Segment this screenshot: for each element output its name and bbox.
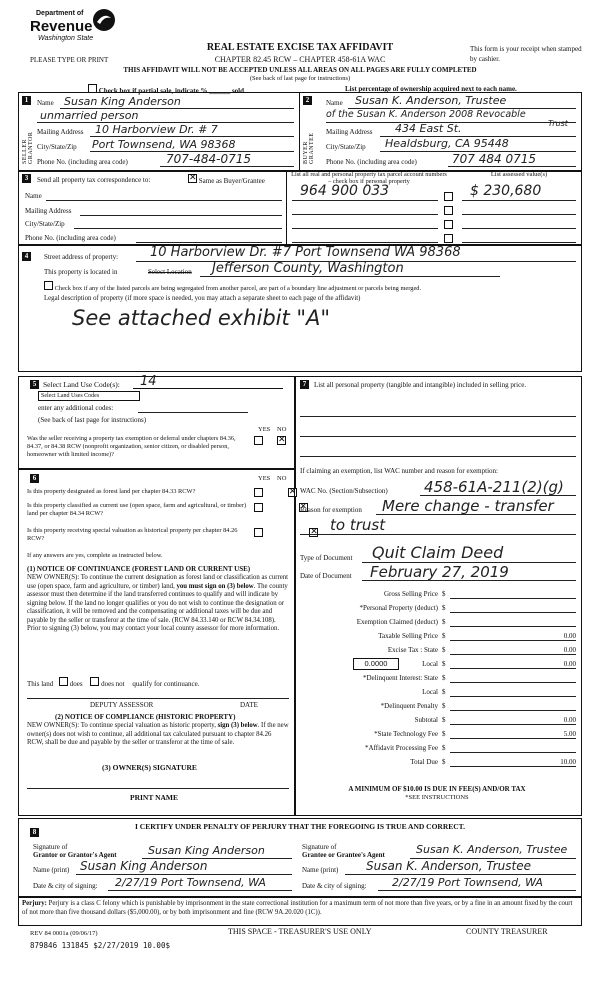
tax-row-line	[450, 738, 576, 739]
this-land-label: This land	[27, 680, 54, 688]
tax-row	[300, 618, 576, 628]
located-line	[200, 276, 500, 277]
parcel-line-2	[292, 214, 438, 215]
section-5-number: 5	[30, 380, 39, 389]
grantee-name-print[interactable]: Susan K. Anderson, Trustee	[366, 859, 531, 873]
tax-row	[300, 702, 576, 712]
tax-row	[300, 758, 576, 768]
located-label: This property is located in	[44, 268, 118, 276]
minimum-due: A MINIMUM OF $10.00 IS DUE IN FEE(S) AND/OR TAX	[348, 785, 526, 793]
does-not-checkbox[interactable]	[90, 677, 99, 686]
buyer-phone[interactable]: 707 484 0715	[452, 152, 536, 166]
same-as-buyer-checkbox[interactable]	[188, 174, 197, 183]
parcel-header: List all real and personal property tax parcel account numbers – check box if personal property	[291, 171, 447, 185]
tax-row-line	[450, 598, 576, 599]
buyer-city[interactable]: Healdsburg, CA 95448	[385, 137, 509, 150]
s5-no: NO	[277, 426, 287, 433]
s5-no-checkbox[interactable]	[277, 436, 286, 445]
tax-row-line	[450, 626, 576, 627]
compliance-bold: sign (3) below	[217, 722, 258, 729]
street-label: Street address of property:	[44, 253, 119, 261]
tax-row-line	[450, 668, 576, 669]
s5-yes-checkbox[interactable]	[254, 436, 263, 445]
seller-mailing-line	[90, 136, 294, 137]
seller-name-label: Name	[37, 99, 54, 107]
partial-sale-label: Check box if partial sale, indicate % ______ sold.	[98, 87, 246, 95]
tax-row-label: Exemption Claimed (deduct)	[356, 618, 438, 626]
wac-number[interactable]: 458-61A-211(2)(g)	[424, 478, 564, 496]
tax-row-prefix: $	[442, 702, 446, 710]
wac-label: WAC No. (Section/Subsection)	[300, 487, 388, 495]
personal-property-checkbox-1[interactable]	[444, 192, 453, 201]
s3-name-label: Name	[25, 192, 42, 200]
segregated-row	[44, 281, 421, 292]
personal-property-line-3	[300, 456, 576, 457]
legal-description[interactable]: See attached exhibit "A"	[72, 306, 331, 330]
grantee-agent-label: Grantee or Grantee's Agent	[302, 851, 385, 859]
tax-row-label: Gross Selling Price	[383, 590, 438, 598]
seller-mailing[interactable]: 10 Harborview Dr. # 7	[95, 123, 218, 136]
s5-see-back: (See back of last page for instructions)	[38, 416, 147, 424]
buyer-name[interactable]: Susan K. Anderson, Trustee	[355, 94, 507, 107]
tax-row-prefix: $	[442, 758, 446, 766]
tax-row-value[interactable]: 10.00	[560, 758, 576, 766]
tax-row-label: Subtotal	[414, 716, 438, 724]
buyer-phone-label: Phone No. (including area code)	[326, 158, 417, 166]
tax-row-prefix: $	[442, 730, 446, 738]
street-address[interactable]: 10 Harborview Dr. #7 Port Townsend WA 98368	[150, 245, 461, 260]
section-3-number: 3	[22, 174, 31, 183]
tax-row-prefix: $	[442, 632, 446, 640]
additional-codes-line	[138, 412, 248, 413]
tax-row-line	[450, 682, 576, 683]
logo-swirl-icon	[92, 8, 116, 32]
tax-row-label: *Personal Property (deduct)	[359, 604, 438, 612]
tax-row-label: Total Due	[410, 758, 438, 766]
deputy-label: DEPUTY ASSESSOR	[90, 701, 154, 709]
grantee-sig-label-1: Signature of	[302, 843, 337, 851]
reason-2[interactable]: to trust	[330, 516, 386, 534]
does-not-label: does not	[101, 680, 125, 688]
buyer-city-label: City/State/Zip	[326, 143, 366, 151]
seller-phone[interactable]: 707-484-0715	[166, 152, 252, 166]
continuance-text-2: . The county assessor must then determine if the land transferred continues to qualify and will indicate by signing below. If the land no longer qualifies or you do not wish to continue the designation or classification, it will be removed and the compensating or additional taxes will be due and payable by the seller or transferor at the time of sale. (RCW 84.33.140 or RCW 84.34.108). Prior to signing (3) below, you may contact your local county assessor for more information.	[27, 582, 288, 632]
buyer-mailing-label: Mailing Address	[326, 128, 373, 136]
tax-row-line	[450, 752, 576, 753]
tax-row-line	[450, 710, 576, 711]
compliance-text-1: NEW OWNER(S): To continue special valuation as historic property,	[27, 722, 218, 729]
continuance-text	[27, 574, 289, 634]
same-as-buyer-label: Same as Buyer/Grantee	[198, 177, 265, 185]
grantor-name-line	[76, 874, 292, 875]
certify-text: I CERTIFY UNDER PENALTY OF PERJURY THAT THE FOREGOING IS TRUE AND CORRECT.	[134, 822, 465, 831]
s6-q3-yes[interactable]	[254, 528, 263, 537]
additional-codes-label: enter any additional codes:	[38, 404, 114, 412]
doc-type[interactable]: Quit Claim Deed	[372, 543, 504, 562]
seller-city-label: City/State/Zip	[37, 143, 77, 151]
s3-name-line	[46, 200, 282, 201]
segregated-checkbox[interactable]	[44, 281, 53, 290]
claiming-label: If claiming an exemption, list WAC number and reason for exemption:	[300, 467, 498, 475]
s6-q1: Is this property designated as forest land per chapter 84.33 RCW?	[27, 488, 196, 495]
tax-row	[300, 590, 576, 600]
section-divider	[299, 92, 300, 170]
compliance-text	[27, 722, 289, 748]
tax-row-line	[450, 654, 576, 655]
doc-type-label: Type of Document	[300, 554, 353, 562]
revenue-logo	[30, 8, 122, 48]
tax-row	[300, 744, 576, 754]
located-struck: Select Location	[148, 268, 192, 276]
tax-row-prefix: $	[442, 716, 446, 724]
s3-mailing-line	[80, 215, 282, 216]
assessed-value[interactable]: $ 230,680	[470, 183, 542, 199]
seller-name2[interactable]: unmarried person	[40, 109, 139, 122]
logo-name: Revenue	[30, 18, 93, 35]
grantor-sig-label-1: Signature of	[33, 843, 68, 851]
tax-row-prefix: $	[442, 688, 446, 696]
section-4-number: 4	[22, 252, 31, 261]
seller-city[interactable]: Port Townsend, WA 98368	[92, 138, 236, 151]
tax-row	[300, 660, 576, 670]
grantor-sig-label	[33, 843, 117, 859]
value-line-3	[462, 228, 576, 229]
parcel-line-4	[292, 242, 438, 243]
section-1-number: 1	[22, 96, 31, 105]
tax-row	[300, 730, 576, 740]
personal-property-line-2	[300, 436, 576, 437]
stamp-line: 879846 131845 $2/27/2019 10.00$	[30, 941, 170, 950]
assessed-value-header: List assessed value(s)	[490, 171, 548, 178]
grantee-signature[interactable]: Susan K. Anderson, Trustee	[416, 843, 568, 856]
tax-row-line	[450, 724, 576, 725]
section-8-number: 8	[30, 828, 39, 837]
form-warning: THIS AFFIDAVIT WILL NOT BE ACCEPTED UNLESS ALL AREAS ON ALL PAGES ARE FULLY COMPLETED	[123, 66, 477, 74]
seller-mailing-label: Mailing Address	[37, 128, 84, 136]
section-3-divider	[286, 170, 287, 244]
reason-label: Reason for exemption	[300, 506, 362, 514]
tax-row-value[interactable]: 0.00	[563, 716, 576, 724]
tax-row-line	[450, 766, 576, 767]
compliance-title: (2) NOTICE OF COMPLIANCE (HISTORIC PROPERTY)	[55, 713, 236, 721]
value-line-4	[462, 242, 576, 243]
buyer-name-label: Name	[326, 99, 343, 107]
see-instructions: *SEE INSTRUCTIONS	[405, 794, 469, 801]
does-label: does	[69, 680, 83, 688]
buyer-mailing[interactable]: 434 East St.	[395, 122, 462, 135]
tax-row-line	[450, 612, 576, 613]
tax-row-value[interactable]: 0.00	[563, 632, 576, 640]
s3-city-label: City/State/Zip	[25, 220, 65, 228]
treasurer-space: THIS SPACE - TREASURER'S USE ONLY	[228, 927, 372, 936]
grantee-name-label: Name (print)	[302, 866, 339, 874]
legal-label: Legal description of property (if more space is needed, you may attach a separate sheet to each page of the affidavit)	[44, 295, 361, 302]
s6-q2: Is this property classified as current use (open space, farm and agricultural, or timber) land per chapter 84.34 RCW?	[27, 502, 247, 517]
tax-row-value[interactable]: 0.00	[563, 646, 576, 654]
print-name-label: PRINT NAME	[130, 793, 178, 802]
owner-signature-label: (3) OWNER(S) SIGNATURE	[102, 763, 197, 772]
tax-row-label: Local	[422, 660, 438, 668]
reason-line-2	[300, 534, 576, 535]
tax-row-label: Local	[422, 688, 438, 696]
tax-row-label: *Delinquent Penalty	[380, 702, 438, 710]
please-type: PLEASE TYPE OR PRINT	[30, 56, 109, 64]
deputy-date-label: DATE	[240, 701, 258, 709]
tax-row-prefix: $	[442, 744, 446, 752]
seller-phone-label: Phone No. (including area code)	[37, 158, 128, 166]
parcel-line-3	[292, 228, 438, 229]
s6-q1-yes[interactable]	[254, 488, 263, 497]
receipt-note: This form is your receipt when stamped by cashier.	[470, 45, 582, 63]
tax-row-value[interactable]: 0.00	[563, 660, 576, 668]
send-correspondence-label: Send all property tax correspondence to:	[37, 176, 151, 184]
perjury-bold: Perjury:	[22, 900, 47, 907]
seller-side-label: SELLER GRANTOR	[22, 131, 34, 164]
local-rate-box[interactable]: 0.0000	[353, 658, 399, 670]
personal-property-checkbox-3[interactable]	[444, 220, 453, 229]
perjury-body: Perjury is a class C felony which is punishable by imprisonment in the state correctional institution for a maximum term of not more than five years, or by a fine in an amount fixed by the court of not more than five thousand dollars ($5,000.00), or by both imprisonment and fine (RCW 9A.20.020 (1C)).	[22, 900, 573, 916]
section-2-number: 2	[303, 96, 312, 105]
continuance-text-1: NEW OWNER(S): To continue the current designation as forest land or classification as current use (open space, farm and agriculture, or timber) land,	[27, 574, 289, 590]
tax-row	[300, 688, 576, 698]
grantee-date-city[interactable]: 2/27/19 Port Townsend, WA	[392, 876, 543, 889]
grantee-date-label: Date & city of signing:	[302, 882, 367, 890]
form-see-back: (See back of last page for instructions)	[249, 75, 351, 82]
personal-property-label: List all personal property (tangible and intangible) included in selling price.	[314, 381, 527, 389]
owner-signature-line	[27, 788, 289, 789]
reason-1[interactable]: Mere change - transfer	[382, 497, 554, 515]
tax-row-line	[450, 696, 576, 697]
doc-date[interactable]: February 27, 2019	[370, 563, 509, 581]
grantor-date-city[interactable]: 2/27/19 Port Townsend, WA	[115, 876, 266, 889]
this-land-row	[27, 677, 199, 688]
segregated-label: Check box if any of the listed parcels are being segregated from another parcel, are part of a boundary line adjustment or parcels being merged.	[54, 285, 422, 292]
located-county[interactable]: Jefferson County, Washington	[212, 261, 404, 276]
s3-phone-line	[136, 242, 282, 243]
s6-q2-yes[interactable]	[254, 503, 263, 512]
deputy-line	[27, 698, 289, 699]
personal-property-checkbox-4[interactable]	[444, 234, 453, 243]
buyer-name3[interactable]: Trust	[548, 119, 568, 128]
perjury-text	[22, 899, 576, 917]
section-6-number: 6	[30, 474, 39, 483]
s6-no: NO	[277, 475, 287, 482]
tax-row	[300, 716, 576, 726]
buyer-side-label: BUYER GRANTEE	[303, 132, 315, 164]
s3-city-line	[74, 228, 282, 229]
personal-property-checkbox-2[interactable]	[444, 206, 453, 215]
tax-row-prefix: $	[442, 604, 446, 612]
s6-if-yes: If any answers are yes, complete as instructed below.	[27, 552, 163, 559]
s3-mailing-label: Mailing Address	[25, 207, 72, 215]
seller-phone-line	[160, 166, 294, 167]
exemption-question: Was the seller receiving a property tax exemption or deferral under chapters 84.36, 84.37, or 84.38 RCW (nonprofit organization, senior citizen, or disabled person, homeowner with limited income)?	[27, 435, 236, 458]
tax-row-label: Taxable Selling Price	[378, 632, 438, 640]
land-use-label: Select Land Use Code(s):	[43, 380, 120, 389]
logo-dept: Department of	[36, 10, 84, 17]
grantor-agent-label: Grantor or Grantor's Agent	[33, 851, 117, 859]
grantee-sig-label	[302, 843, 385, 859]
buyer-phone-line	[448, 166, 576, 167]
qualify-label: qualify for continuance.	[132, 680, 200, 688]
county-treasurer: COUNTY TREASURER	[466, 927, 548, 936]
value-line-1	[462, 200, 576, 201]
tax-row-value[interactable]: 5.00	[563, 730, 576, 738]
buyer-name2[interactable]: of the Susan K. Anderson 2008 Revocable	[326, 109, 526, 120]
value-line-2	[462, 214, 576, 215]
tax-row-prefix: $	[442, 646, 446, 654]
form-title: REAL ESTATE EXCISE TAX AFFIDAVIT	[206, 42, 394, 53]
tax-row-prefix: $	[442, 674, 446, 682]
s6-yes: YES	[258, 475, 271, 482]
does-checkbox[interactable]	[59, 677, 68, 686]
s6-q3: Is this property receiving special valuation as historical property per chapter 84.26 RCW?	[27, 527, 238, 542]
section-7-number: 7	[300, 380, 309, 389]
grantee-date-line	[378, 890, 576, 891]
land-use-value[interactable]: 14	[140, 374, 157, 389]
personal-property-line-1	[300, 416, 576, 417]
doc-date-label: Date of Document	[300, 572, 352, 580]
grantor-name-print[interactable]: Susan King Anderson	[80, 859, 208, 873]
seller-name[interactable]: Susan King Anderson	[64, 95, 181, 108]
form-chapter: CHAPTER 82.45 RCW – CHAPTER 458-61A WAC	[214, 55, 386, 64]
pct-ownership-note: List percentage of ownership acquired next to each name.	[345, 85, 517, 93]
parcel-number[interactable]: 964 900 033	[300, 183, 390, 199]
grantee-name-line	[345, 874, 576, 875]
tax-row-label: *State Technology Fee	[374, 730, 438, 738]
grantor-date-line	[108, 890, 292, 891]
grantor-date-label: Date & city of signing:	[33, 882, 98, 890]
tax-row	[300, 674, 576, 684]
tax-row-line	[450, 640, 576, 641]
s3-phone-label: Phone No. (including area code)	[25, 234, 116, 242]
grantor-name-label: Name (print)	[33, 866, 70, 874]
continuance-bold: you must sign on (3) below	[176, 582, 254, 590]
s5-yes: YES	[258, 426, 271, 433]
parcel-line-1	[292, 200, 438, 201]
same-as-buyer	[188, 174, 265, 185]
tax-row-label: Excise Tax : State	[387, 646, 438, 654]
compliance-text-2: . If the new owner(s) does not wish to continue, all additional tax calculated pursuant to chapter 84.26 RCW, shall be due and payable by the seller or transferor at the time of sale.	[27, 722, 289, 746]
tax-row-prefix: $	[442, 590, 446, 598]
tax-row-label: *Affidavit Processing Fee	[365, 744, 438, 752]
rev-number: REV 84 0001a (09/06/17)	[30, 930, 98, 937]
tax-row-label: *Delinquent Interest: State	[362, 674, 438, 682]
grantor-signature[interactable]: Susan King Anderson	[148, 844, 265, 857]
tax-row	[300, 646, 576, 656]
land-use-dropdown[interactable]: Select Land Uses Codes	[38, 391, 140, 401]
tax-row-prefix: $	[442, 660, 446, 668]
tax-row	[300, 604, 576, 614]
logo-state: Washington State	[38, 35, 94, 42]
tax-row	[300, 632, 576, 642]
continuance-title: (1) NOTICE OF CONTINUANCE (FOREST LAND OR CURRENT USE)	[27, 565, 251, 573]
tax-row-prefix: $	[442, 618, 446, 626]
